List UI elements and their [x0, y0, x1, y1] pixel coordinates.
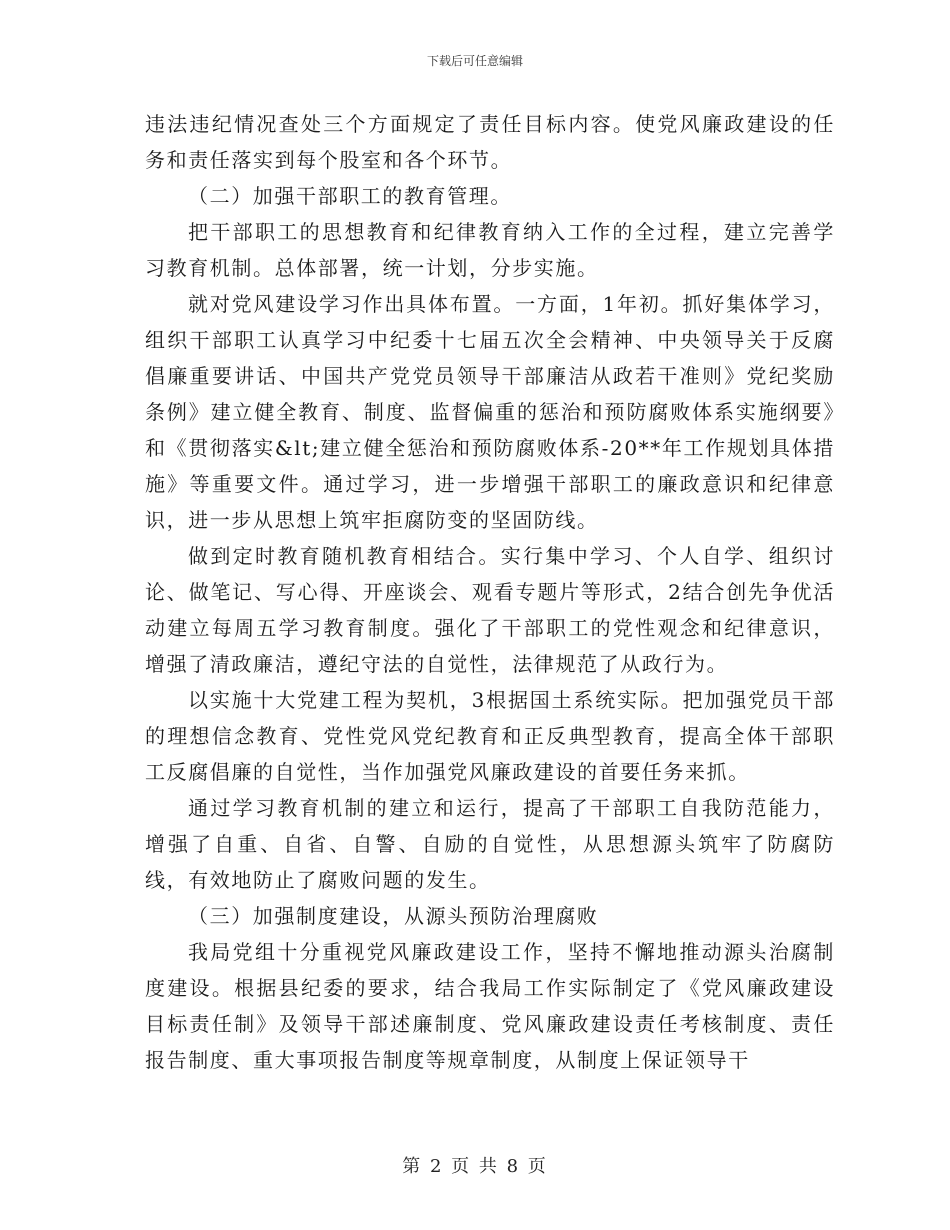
paragraph: 做到定时教育随机教育相结合。实行集中学习、个人自学、组织讨论、做笔记、写心得、开座谈会、观看专题片等形式，2结合创先争优活动建立每周五学习教育制度。强化了干部职工的党性观念和纪律意识，增强了清政廉洁，遵纪守法的自觉性，法律规范了从政行为。: [145, 544, 835, 676]
paragraph: 把干部职工的思想教育和纪律教育纳入工作的全过程，建立完善学习教育机制。总体部署，统一计划，分步实施。: [145, 220, 835, 280]
paragraph: 我局党组十分重视党风廉政建设工作，坚持不懈地推动源头治腐制度建设。根据县纪委的要求，结合我局工作实际制定了《党风廉政建设目标责任制》及领导干部述廉制度、党风廉政建设责任考核制度、责任报告制度、重大事项报告制度等规章制度，从制度上保证领导干: [145, 940, 835, 1072]
document-body: [145, 106, 835, 1078]
header-note: 下载后可任意编辑: [426, 54, 523, 68]
section-heading-2: （二）加强干部职工的教育管理。: [188, 184, 512, 208]
section-heading-3: （三）加强制度建设，从源头预防治理腐败: [188, 904, 599, 928]
page-number: 第 2 页 共 8 页: [402, 1156, 548, 1177]
paragraph: 就对党风建设学习作出具体布置。一方面，1年初。抓好集体学习，组织干部职工认真学习中纪委十七届五次全会精神、中央领导关于反腐倡廉重要讲话、中国共产党党员领导干部廉洁从政若干准则》党纪奖励条例》建立健全教育、制度、监督偏重的惩治和预防腐败体系实施纲要》和《贯彻落实&lt;建立健全惩治和预防腐败体系-20**年工作规划具体措施》等重要文件。通过学习，进一步增强干部职工的廉政意识和纪律意识，进一步从思想上筑牢拒腐防变的坚固防线。: [145, 292, 835, 532]
paragraph: 通过学习教育机制的建立和运行，提高了干部职工自我防范能力，增强了自重、自省、自警、自励的自觉性，从思想源头筑牢了防腐防线，有效地防止了腐败问题的发生。: [145, 796, 835, 892]
paragraph-continuation: 违法违纪情况查处三个方面规定了责任目标内容。使党风廉政建设的任务和责任落实到每个股室和各个环节。: [145, 112, 835, 172]
paragraph: 以实施十大党建工程为契机，3根据国土系统实际。把加强党员干部的理想信念教育、党性党风党纪教育和正反典型教育，提高全体干部职工反腐倡廉的自觉性，当作加强党风廉政建设的首要任务来抓。: [145, 688, 835, 784]
